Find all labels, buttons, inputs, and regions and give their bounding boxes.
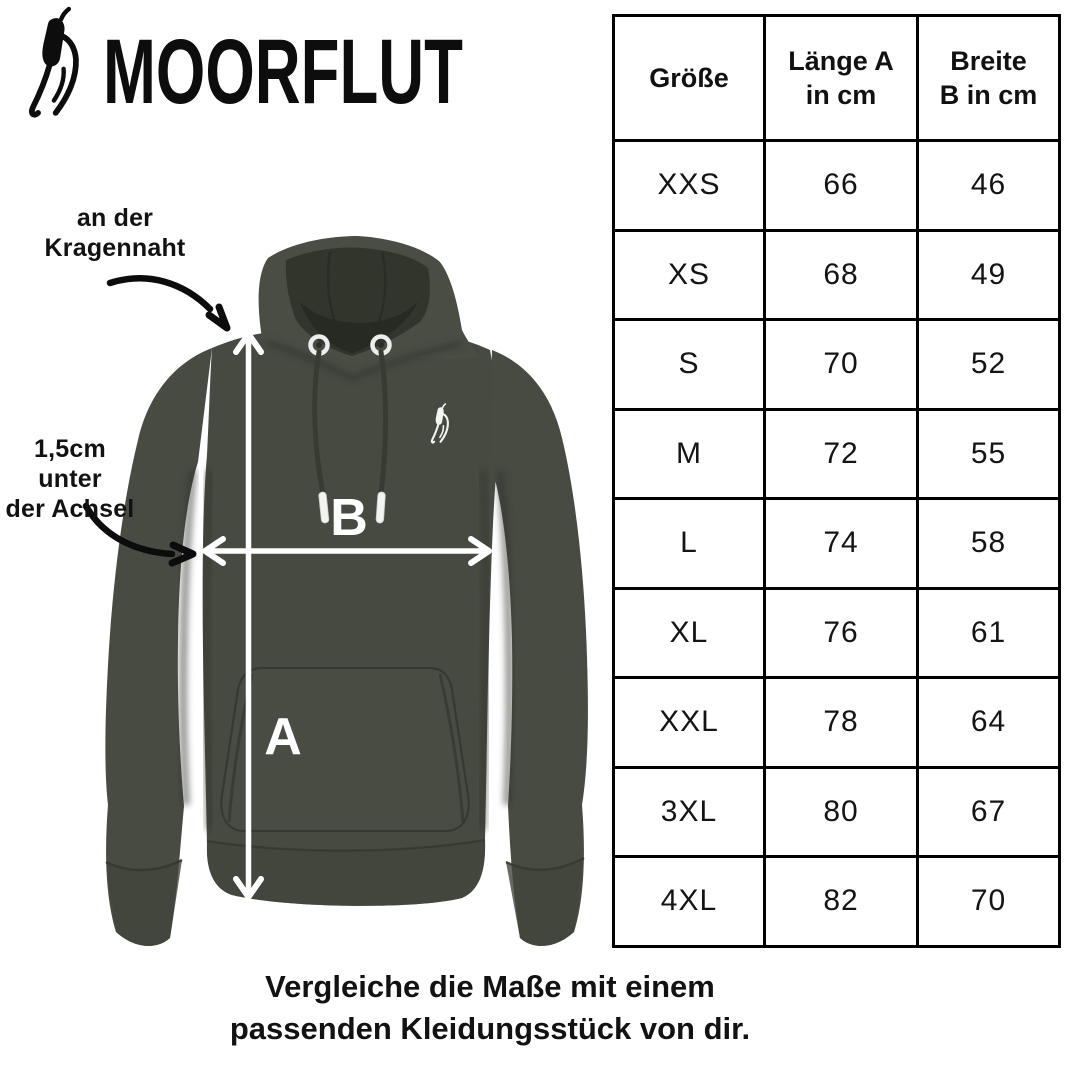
col-header-width: Breite B in cm bbox=[918, 16, 1060, 141]
caption-text bbox=[210, 966, 770, 1050]
caption-line1: Vergleiche die Maße mit einem bbox=[265, 969, 715, 1004]
cell-width: 67 bbox=[918, 767, 1060, 857]
cell-size: XXL bbox=[614, 678, 765, 768]
cell-size: M bbox=[614, 409, 765, 499]
hoodie-illustration bbox=[105, 236, 588, 946]
size-table bbox=[612, 14, 1061, 948]
cell-length: 68 bbox=[765, 230, 918, 320]
cell-length: 76 bbox=[765, 588, 918, 678]
cell-size: XL bbox=[614, 588, 765, 678]
cell-width: 52 bbox=[918, 320, 1060, 410]
table-row bbox=[614, 499, 1060, 589]
cell-length: 70 bbox=[765, 320, 918, 410]
table-row bbox=[614, 857, 1060, 947]
hoodie-sleeve-right bbox=[490, 350, 588, 946]
annotation-armpit bbox=[0, 434, 140, 524]
cell-length: 82 bbox=[765, 857, 918, 947]
collar-annotation-arrow-icon bbox=[110, 278, 227, 328]
cell-width: 70 bbox=[918, 857, 1060, 947]
cell-width: 49 bbox=[918, 230, 1060, 320]
cell-width: 61 bbox=[918, 588, 1060, 678]
table-row bbox=[614, 767, 1060, 857]
cell-length: 78 bbox=[765, 678, 918, 768]
cell-length: 66 bbox=[765, 141, 918, 231]
cell-width: 58 bbox=[918, 499, 1060, 589]
cell-length: 74 bbox=[765, 499, 918, 589]
annotation-armpit-line1: 1,5cm unter bbox=[34, 435, 106, 493]
cell-size: L bbox=[614, 499, 765, 589]
cell-width: 55 bbox=[918, 409, 1060, 499]
brand-wordmark: MOORFLUT bbox=[103, 21, 463, 123]
cell-width: 46 bbox=[918, 141, 1060, 231]
caption-line2: passenden Kleidungsstück von dir. bbox=[229, 1011, 751, 1046]
annotation-collar bbox=[30, 203, 200, 263]
annotation-armpit-line2: der Achsel bbox=[5, 495, 135, 523]
annotation-collar-line1: an der bbox=[76, 204, 154, 232]
annotation-collar-line2: Kragennaht bbox=[44, 234, 186, 262]
cell-size: S bbox=[614, 320, 765, 410]
table-row bbox=[614, 320, 1060, 410]
cell-size: 3XL bbox=[614, 767, 765, 857]
cell-size: 4XL bbox=[614, 857, 765, 947]
cell-size: XXS bbox=[614, 141, 765, 231]
table-row bbox=[614, 678, 1060, 768]
table-row bbox=[614, 141, 1060, 231]
cell-size: XS bbox=[614, 230, 765, 320]
size-table-header-row bbox=[614, 16, 1060, 141]
hoodie-pocket bbox=[221, 668, 468, 831]
cell-length: 80 bbox=[765, 767, 918, 857]
cattail-icon bbox=[32, 9, 76, 115]
table-row bbox=[614, 409, 1060, 499]
table-row bbox=[614, 230, 1060, 320]
cell-width: 64 bbox=[918, 678, 1060, 768]
col-header-length: Länge A in cm bbox=[765, 16, 918, 141]
col-header-size: Größe bbox=[614, 16, 765, 141]
measure-b-label: B bbox=[330, 489, 368, 547]
table-row bbox=[614, 588, 1060, 678]
cell-length: 72 bbox=[765, 409, 918, 499]
measure-a-label: A bbox=[264, 708, 302, 766]
